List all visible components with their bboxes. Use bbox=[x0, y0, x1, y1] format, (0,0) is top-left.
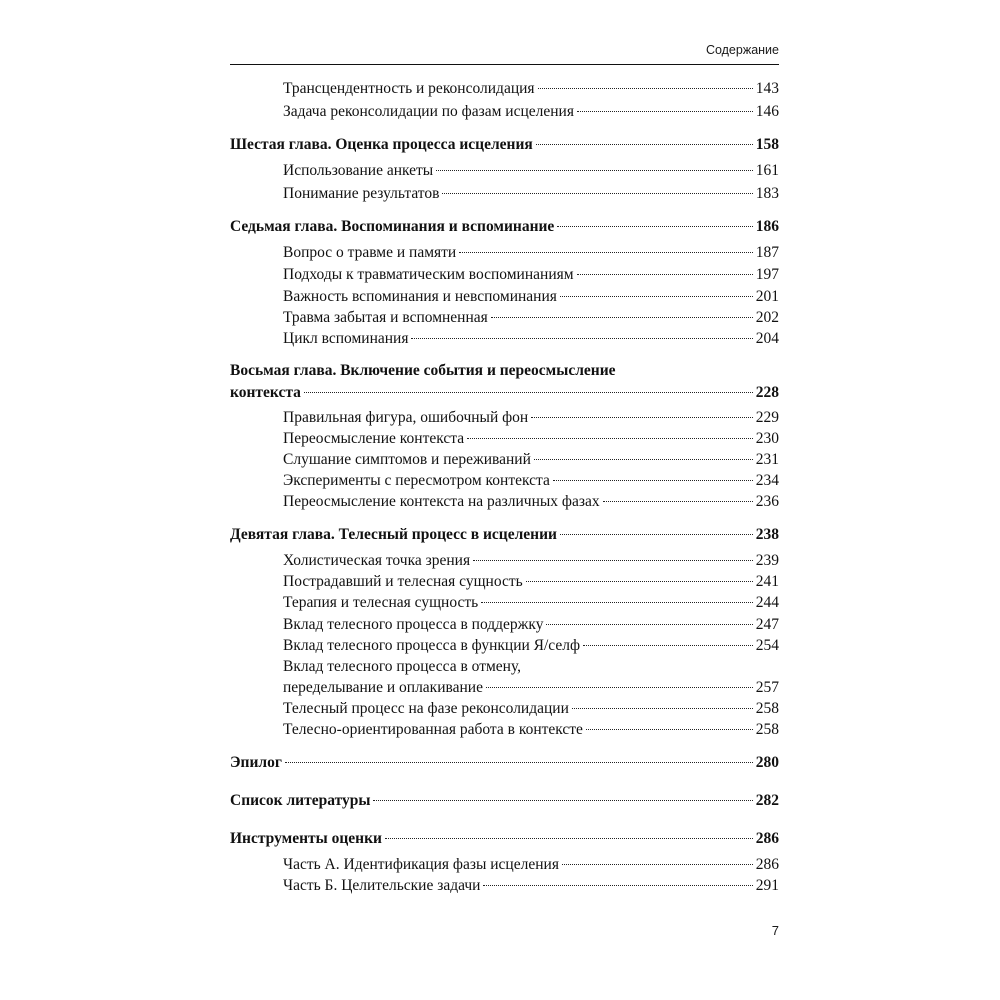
toc-entry bbox=[283, 614, 779, 636]
toc-entry bbox=[283, 550, 779, 572]
table-of-contents bbox=[230, 76, 779, 906]
toc-entry-page: 239 bbox=[755, 552, 779, 569]
toc-entry-page: 258 bbox=[755, 721, 779, 738]
dot-leader bbox=[436, 170, 753, 171]
toc-entry-title: Важность вспоминания и невспоминания bbox=[283, 288, 557, 305]
toc-chapter-title: Эпилог bbox=[230, 754, 282, 771]
toc-entry bbox=[283, 78, 779, 100]
toc-chapter bbox=[230, 360, 779, 382]
toc-entry-title: Эксперименты с пересмотром контекста bbox=[283, 472, 550, 489]
toc-entry-title: Телесно-ориентированная работа в контексте bbox=[283, 721, 583, 738]
toc-entry-page: 230 bbox=[755, 430, 779, 447]
toc-entry-title: Трансцендентность и реконсолидация bbox=[283, 80, 535, 97]
toc-chapter-page: 286 bbox=[755, 830, 779, 847]
toc-entry bbox=[283, 719, 779, 741]
toc-entry-title: Холистическая точка зрения bbox=[283, 552, 471, 569]
toc-entry-page: 286 bbox=[755, 856, 779, 873]
toc-chapter bbox=[230, 524, 779, 546]
dot-leader bbox=[304, 392, 753, 393]
toc-entry-page: 291 bbox=[755, 877, 779, 894]
toc-entry bbox=[283, 635, 779, 657]
toc-entry-page: 241 bbox=[755, 573, 779, 590]
dot-leader bbox=[560, 296, 753, 297]
toc-entry bbox=[283, 101, 779, 123]
toc-entry-page: 183 bbox=[755, 185, 779, 202]
dot-leader bbox=[534, 459, 753, 460]
toc-entry-title: Терапия и телесная сущность bbox=[283, 594, 479, 611]
toc-entry bbox=[283, 698, 779, 720]
header-rule bbox=[230, 64, 779, 65]
toc-chapter bbox=[230, 752, 779, 774]
toc-entry-title: Переосмысление контекста bbox=[283, 430, 465, 447]
dot-leader bbox=[577, 111, 753, 112]
toc-entry bbox=[283, 656, 779, 678]
toc-entry bbox=[283, 491, 779, 513]
toc-entry-title: Пострадавший и телесная сущность bbox=[283, 573, 523, 590]
dot-leader bbox=[481, 602, 753, 603]
toc-entry-page: 258 bbox=[755, 700, 779, 717]
dot-leader bbox=[557, 226, 752, 227]
toc-entry-title: Телесный процесс на фазе реконсолидации bbox=[283, 700, 569, 717]
dot-leader bbox=[560, 534, 753, 535]
dot-leader bbox=[531, 417, 753, 418]
toc-entry bbox=[283, 183, 779, 205]
toc-entry-page: 201 bbox=[755, 288, 779, 305]
dot-leader bbox=[526, 581, 753, 582]
dot-leader bbox=[483, 885, 752, 886]
dot-leader bbox=[491, 317, 753, 318]
dot-leader bbox=[459, 252, 753, 253]
toc-entry-title: Травма забытая и вспомненная bbox=[283, 309, 488, 326]
dot-leader bbox=[546, 624, 752, 625]
toc-entry-title: переделывание и оплакивание bbox=[283, 679, 483, 696]
toc-chapter bbox=[230, 828, 779, 850]
toc-entry-title: Правильная фигура, ошибочный фон bbox=[283, 409, 529, 426]
toc-chapter-title: Восьмая глава. Включение события и переосмысление bbox=[230, 362, 616, 379]
toc-entry-title: Подходы к травматическим воспоминаниям bbox=[283, 266, 574, 283]
toc-entry-page: 247 bbox=[755, 616, 779, 633]
toc-entry bbox=[283, 449, 779, 471]
toc-entry bbox=[283, 264, 779, 286]
toc-entry-page: 231 bbox=[755, 451, 779, 468]
dot-leader bbox=[285, 762, 753, 763]
toc-entry bbox=[283, 592, 779, 614]
toc-chapter-title: Список литературы bbox=[230, 792, 371, 809]
dot-leader bbox=[586, 729, 753, 730]
toc-entry-page: 254 bbox=[755, 637, 779, 654]
toc-entry-page: 161 bbox=[755, 162, 779, 179]
toc-entry bbox=[283, 160, 779, 182]
toc-entry-title: Использование анкеты bbox=[283, 162, 434, 179]
toc-entry-title: Задача реконсолидации по фазам исцеления bbox=[283, 103, 574, 120]
dot-leader bbox=[562, 864, 753, 865]
dot-leader bbox=[473, 560, 753, 561]
toc-entry-title: Вопрос о травме и памяти bbox=[283, 244, 457, 261]
dot-leader bbox=[442, 193, 752, 194]
toc-entry-continued bbox=[283, 677, 779, 699]
toc-entry-title: Часть А. Идентификация фазы исцеления bbox=[283, 856, 559, 873]
toc-chapter-title: Седьмая глава. Воспоминания и вспоминание bbox=[230, 218, 555, 235]
dot-leader bbox=[572, 708, 753, 709]
toc-entry-page: 197 bbox=[755, 266, 779, 283]
toc-entry bbox=[283, 428, 779, 450]
toc-chapter-page: 228 bbox=[755, 384, 779, 401]
dot-leader bbox=[486, 687, 753, 688]
toc-entry-title: Вклад телесного процесса в поддержку bbox=[283, 616, 544, 633]
running-head: Содержание bbox=[705, 43, 779, 57]
dot-leader bbox=[385, 838, 753, 839]
toc-entry bbox=[283, 242, 779, 264]
toc-entry-page: 236 bbox=[755, 493, 779, 510]
toc-entry bbox=[283, 854, 779, 876]
toc-entry-title: Понимание результатов bbox=[283, 185, 440, 202]
toc-entry-title: Вклад телесного процесса в функции Я/селф bbox=[283, 637, 581, 654]
toc-entry bbox=[283, 470, 779, 492]
toc-entry-page: 244 bbox=[755, 594, 779, 611]
dot-leader bbox=[577, 274, 753, 275]
toc-entry bbox=[283, 286, 779, 308]
toc-chapter bbox=[230, 790, 779, 812]
toc-chapter-continued bbox=[230, 382, 779, 404]
toc-entry-page: 187 bbox=[755, 244, 779, 261]
toc-chapter-page: 282 bbox=[755, 792, 779, 809]
toc-entry-page: 143 bbox=[755, 80, 779, 97]
toc-entry-title: Слушание симптомов и переживаний bbox=[283, 451, 531, 468]
toc-chapter-page: 158 bbox=[755, 136, 779, 153]
toc-entry-title: Вклад телесного процесса в отмену, bbox=[283, 658, 522, 675]
dot-leader bbox=[538, 88, 753, 89]
toc-entry bbox=[283, 307, 779, 329]
dot-leader bbox=[373, 800, 752, 801]
toc-chapter-page: 186 bbox=[755, 218, 779, 235]
dot-leader bbox=[553, 480, 753, 481]
dot-leader bbox=[467, 438, 753, 439]
toc-entry-title: Цикл вспоминания bbox=[283, 330, 409, 347]
toc-chapter bbox=[230, 216, 779, 238]
toc-chapter bbox=[230, 134, 779, 156]
toc-chapter-title: Девятая глава. Телесный процесс в исцелении bbox=[230, 526, 557, 543]
toc-chapter-title: контекста bbox=[230, 384, 301, 401]
toc-entry bbox=[283, 328, 779, 350]
toc-entry-title: Переосмысление контекста на различных фазах bbox=[283, 493, 600, 510]
page-number: 7 bbox=[771, 923, 779, 938]
dot-leader bbox=[603, 501, 753, 502]
dot-leader bbox=[536, 144, 753, 145]
toc-chapter-title: Инструменты оценки bbox=[230, 830, 382, 847]
toc-entry-page: 146 bbox=[755, 103, 779, 120]
toc-entry-page: 204 bbox=[755, 330, 779, 347]
toc-chapter-page: 238 bbox=[755, 526, 779, 543]
toc-chapter-page: 280 bbox=[755, 754, 779, 771]
toc-entry-page: 229 bbox=[755, 409, 779, 426]
toc-entry bbox=[283, 407, 779, 429]
toc-entry bbox=[283, 571, 779, 593]
toc-entry bbox=[283, 875, 779, 897]
toc-entry-page: 257 bbox=[755, 679, 779, 696]
toc-chapter-title: Шестая глава. Оценка процесса исцеления bbox=[230, 136, 533, 153]
dot-leader bbox=[411, 338, 752, 339]
toc-entry-page: 202 bbox=[755, 309, 779, 326]
toc-entry-page: 234 bbox=[755, 472, 779, 489]
dot-leader bbox=[583, 645, 753, 646]
toc-entry-title: Часть Б. Целительские задачи bbox=[283, 877, 481, 894]
